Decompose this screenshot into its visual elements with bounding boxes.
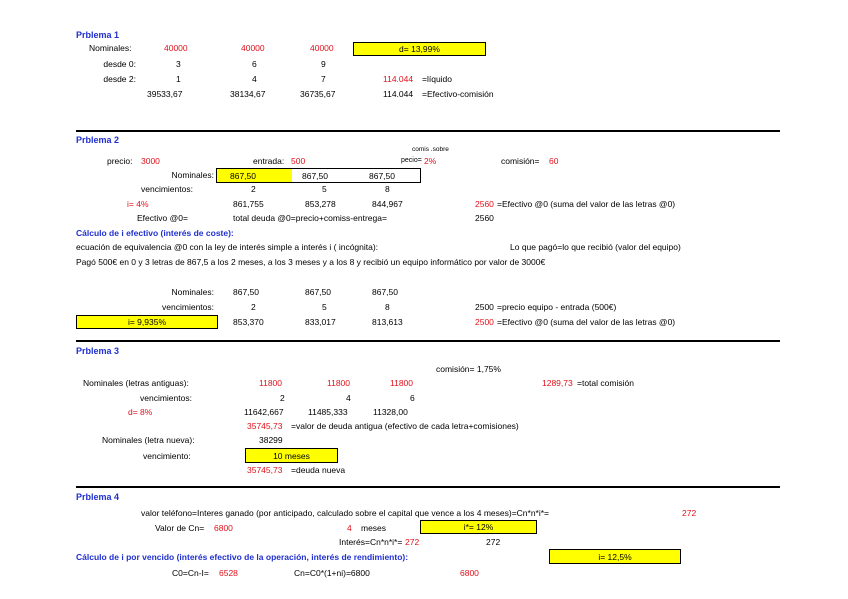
problem-1-title: Prblema 1 [76, 30, 120, 40]
p4-calc-title: Cálculo de i por vencido (interés efectivo de la operación, interés de rendimiento): [76, 552, 409, 562]
p1-liquido-label: =líquido [422, 74, 453, 84]
p1-desde0-label: desde 0: [103, 59, 136, 69]
p3-venc-2: 4 [346, 393, 351, 403]
problem-3-title: Prblema 3 [76, 346, 120, 356]
p4-cn-formula: Cn=C0*(1+ni)=6800 [294, 568, 370, 578]
p2-precio-value: 3000 [141, 156, 160, 166]
p3-venc-1: 2 [280, 393, 285, 403]
p1-desde2-1: 1 [176, 74, 181, 84]
p2-i-result-box [76, 315, 218, 329]
p3-nominal-2: 11800 [327, 378, 351, 388]
p4-interes-value: 272 [405, 537, 420, 547]
p2-ef0-label: Efectivo @0= [137, 213, 188, 223]
p1-desde2-3: 7 [321, 74, 326, 84]
p1-desde0-2: 6 [252, 59, 257, 69]
section-divider [76, 130, 780, 132]
p2-venc2-1: 2 [251, 302, 256, 312]
p4-istar: i*= 12% [463, 522, 494, 532]
p4-valor-cn-value: 6800 [214, 523, 233, 533]
p4-interes-value2: 272 [486, 537, 501, 547]
p2-ef-total: 2560 [475, 199, 494, 209]
p1-nominal-3: 40000 [310, 43, 334, 53]
p2-deuda-label: total deuda @0=precio+comiss-entrega= [233, 213, 387, 223]
p3-nom-new: 38299 [259, 435, 283, 445]
p2-nominal2-3: 867,50 [372, 287, 398, 297]
p2-ef2-label: =Efectivo @0 (suma del valor de las letras @0) [497, 317, 676, 327]
p2-nominales-label: Nominales: [171, 170, 214, 180]
p2-entrada-label: entrada: [253, 156, 285, 166]
p2-nominal-2: 867,50 [302, 171, 328, 181]
p1-ef-label: =Efectivo-comisión [422, 89, 494, 99]
p2-venc2-label: vencimientos: [162, 302, 214, 312]
p2-comision-label: comisión= [501, 156, 540, 166]
p2-venc-label: vencimientos: [141, 184, 193, 194]
p1-desde2-2: 4 [252, 74, 257, 84]
p2-pecio-label: pecio= [401, 157, 422, 164]
p3-ef-2: 11485,333 [308, 407, 348, 417]
p2-ef2-1: 853,370 [233, 317, 264, 327]
p2-entrada-value: 500 [291, 156, 306, 166]
p3-venc-new: 10 meses [273, 451, 310, 461]
p3-d-label: d= 8% [128, 407, 153, 417]
p1-result: d= 13,99% [399, 44, 440, 54]
p2-ef2-value: 2500 [475, 317, 494, 327]
p2-ef2-3: 813,613 [372, 317, 403, 327]
p2-nominal-1: 867,50 [230, 171, 256, 181]
problem-2-title: Prblema 2 [76, 135, 120, 145]
p2-comis-sobre: comis .sobre [412, 146, 449, 153]
p2-ecuacion: ecuación de equivalencia @0 con la ley de interés simple a interés i ( incógnita): [76, 242, 379, 252]
p3-comision: comisión= 1,75% [436, 364, 501, 374]
p3-nominal-3: 11800 [390, 378, 414, 388]
p4-c0-value: 6528 [219, 568, 238, 578]
p4-c0-label: C0=Cn-I= [172, 568, 209, 578]
p3-venc-new-label: vencimiento: [143, 451, 191, 461]
p4-i-result-box [549, 549, 681, 564]
p2-deuda-value: 2560 [475, 213, 494, 223]
p2-ef-total-label: =Efectivo @0 (suma del valor de las letras @0) [497, 199, 676, 209]
p3-nom-label: Nominales (letras antiguas): [83, 378, 189, 388]
p1-efectivo-2: 38134,67 [230, 89, 266, 99]
p4-cn-value: 6800 [460, 568, 479, 578]
p2-precio-label: precio: [107, 156, 133, 166]
section-divider [76, 486, 780, 488]
p1-nominal-1: 40000 [164, 43, 188, 53]
p3-deuda-nueva-value: 35745,73 [247, 465, 283, 475]
p2-venc-3: 8 [385, 184, 390, 194]
p3-venc-label: vencimientos: [140, 393, 192, 403]
p2-nominal-3: 867,50 [369, 171, 395, 181]
p1-liquido-value: 114.044 [383, 74, 414, 84]
p3-total-com-value: 1289,73 [542, 378, 573, 388]
p4-istar-box [420, 520, 537, 534]
p4-interes-label: Interés=Cn*n*i*= [339, 537, 403, 547]
p2-ef2-2: 833,017 [305, 317, 336, 327]
p3-total-com-label: =total comisión [577, 378, 634, 388]
p2-pago500: Pagó 500€ en 0 y 3 letras de 867,5 a los 2 meses, a los 3 meses y a los 8 y recibió un equipo informático por valor de 3000€ [76, 257, 546, 267]
section-divider [76, 340, 780, 342]
p3-ef-1: 11642,667 [244, 407, 284, 417]
p4-valor-cn-label: Valor de Cn= [155, 523, 205, 533]
p1-nominal-2: 40000 [241, 43, 265, 53]
p3-deuda-label: =valor de deuda antigua (efectivo de cada letra+comisiones) [291, 421, 519, 431]
p3-venc-3: 6 [410, 393, 415, 403]
p1-efectivo-1: 39533,67 [147, 89, 183, 99]
problem-4-title: Prblema 4 [76, 492, 120, 502]
p3-deuda-nueva-label: =deuda nueva [291, 465, 346, 475]
p2-nominales2-label: Nominales: [171, 287, 214, 297]
p3-nom-new-label: Nominales (letra nueva): [102, 435, 195, 445]
p3-venc-new-box [245, 448, 338, 463]
p2-ef-1: 861,755 [233, 199, 264, 209]
p1-efectivo-3: 36735,67 [300, 89, 336, 99]
p2-venc-1: 2 [251, 184, 256, 194]
p2-ef-3: 844,967 [372, 199, 403, 209]
p2-precio-eq-label: =precio equipo - entrada (500€) [497, 302, 617, 312]
p2-calc-title: Cálculo de i efectivo (interés de coste): [76, 228, 234, 238]
p1-result-box [353, 42, 486, 56]
p2-pecio-value: 2% [424, 156, 437, 166]
p1-desde2-label: desde 2: [103, 74, 136, 84]
p2-pago-text: Lo que pagó=lo que recibió (valor del equipo) [510, 242, 681, 252]
p2-ef-2: 853,278 [305, 199, 336, 209]
p1-desde0-3: 9 [321, 59, 326, 69]
p2-venc2-3: 8 [385, 302, 390, 312]
p2-nominal2-2: 867,50 [305, 287, 331, 297]
p4-i-result: i= 12,5% [598, 552, 632, 562]
p1-nominales-label: Nominales: [89, 43, 132, 53]
p2-nominal2-1: 867,50 [233, 287, 259, 297]
p1-ef-value: 114.044 [383, 89, 414, 99]
p2-precio-eq-value: 2500 [475, 302, 494, 312]
p4-valor-tel: valor teléfono=Interes ganado (por anticipado, calculado sobre el capital que vence a los 4 meses)=Cn*n*i*= [141, 508, 550, 518]
p3-deuda-value: 35745,73 [247, 421, 283, 431]
p4-meses-label: meses [361, 523, 387, 533]
p3-ef-3: 11328,00 [373, 407, 408, 417]
p2-venc2-2: 5 [322, 302, 327, 312]
p2-nominales-box [216, 168, 421, 183]
p1-desde0-1: 3 [176, 59, 181, 69]
p4-meses-value: 4 [347, 523, 352, 533]
p2-venc-2: 5 [322, 184, 327, 194]
p2-comision-value: 60 [549, 156, 559, 166]
p3-nominal-1: 11800 [259, 378, 283, 388]
p2-i-label: i= 4% [127, 199, 149, 209]
p4-valor-tel-value: 272 [682, 508, 697, 518]
p2-i-result: i= 9,935% [127, 317, 167, 327]
